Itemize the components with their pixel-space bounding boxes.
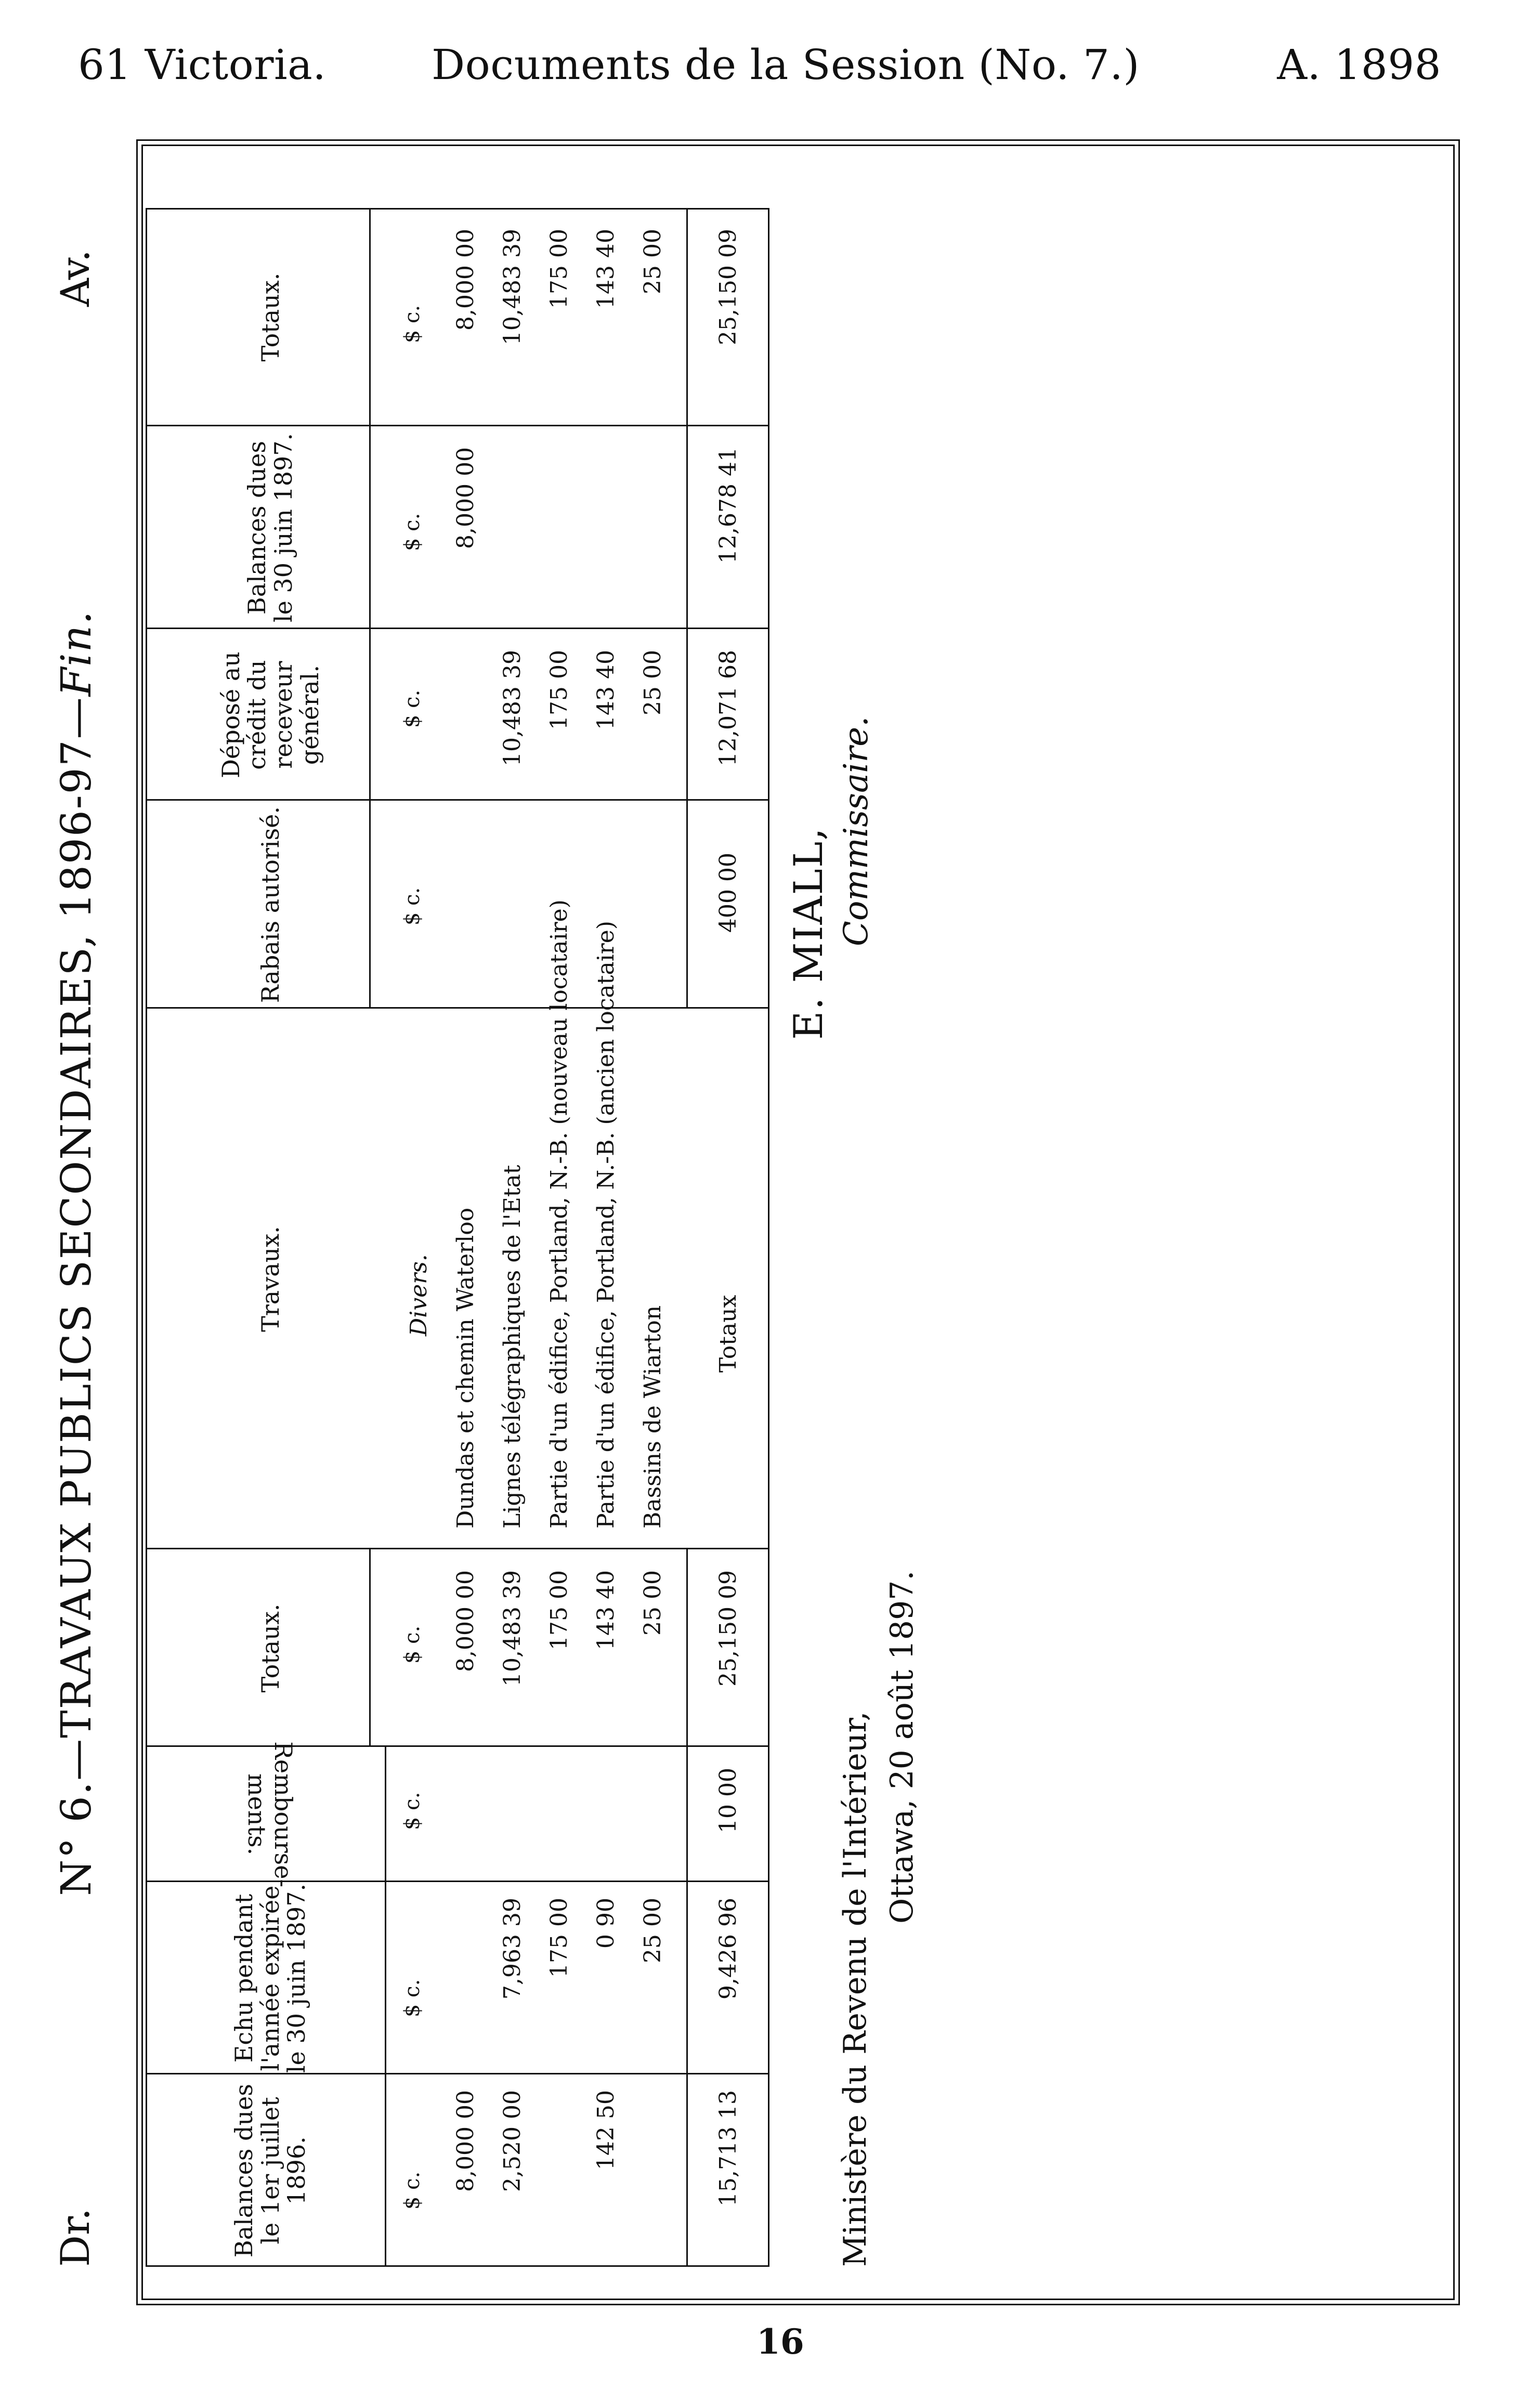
header-document-title: Documents de la Session (No. 7.) (432, 41, 1140, 89)
signature-name: E. MIALL, (785, 827, 831, 1040)
cell-echu: 25 00 (640, 1898, 666, 1963)
col-header-remboursements (161, 1741, 380, 1888)
accounts-table (146, 208, 769, 2267)
table-rule (146, 208, 147, 2267)
table-rule (686, 208, 688, 1009)
cell-depose: 10,483 39 (499, 650, 526, 766)
signature-title: Commissaire. (837, 716, 876, 946)
cell-balances-1896: 8,000 00 (452, 2090, 479, 2192)
table-title-fin: Fin. (52, 610, 100, 697)
cell-balances-1896: 142 50 (593, 2090, 619, 2170)
cell-travaux: Lignes télégraphiques de l'Etat (499, 1165, 526, 1529)
total-totaux-dr: 25,150 09 (715, 1570, 741, 1687)
col-header-totaux-av: Totaux. (256, 272, 284, 362)
col-header-echu: Echu pendant l'année expirée le 30 juin 1897. (230, 1883, 311, 2073)
cell-balances-1896: 2,520 00 (499, 2090, 526, 2192)
total-depose: 12,071 68 (715, 650, 741, 766)
col-header-totaux-dr: Totaux. (256, 1603, 284, 1693)
cell-depose: 143 40 (593, 650, 619, 730)
cell-totaux-dr: 175 00 (546, 1570, 572, 1650)
col-header-rabais: Rabais autorisé. (256, 806, 284, 1003)
cell-totaux-av: 175 00 (546, 229, 572, 309)
col-header-remboursements-text: Rembourse-ments. (243, 1741, 298, 1888)
total-balances-1896: 15,713 13 (715, 2090, 741, 2207)
ministry-line: Ministère du Revenu de l'Intérieur, (837, 1711, 873, 2267)
date-line: Ottawa, 20 août 1897. (884, 1570, 920, 1924)
rotated-content (52, 208, 1456, 2267)
cell-travaux: Partie d'un édifice, Portland, N.-B. (nouveau locataire) (546, 899, 572, 1529)
cell-echu: 0 90 (593, 1898, 619, 1949)
unit-label: $ c. (400, 1979, 424, 2017)
table-rule (768, 208, 769, 2267)
cell-totaux-av: 10,483 39 (499, 229, 526, 345)
debit-marker: Dr. (52, 2208, 98, 2267)
unit-label: $ c. (400, 2171, 424, 2210)
total-rabais: 400 00 (715, 853, 741, 933)
totals-label: Totaux (715, 1295, 741, 1373)
cell-echu: 175 00 (546, 1898, 572, 1978)
cell-totaux-av: 8,000 00 (452, 229, 479, 331)
header-session-year: 61 Victoria. (78, 41, 327, 89)
cell-travaux: Dundas et chemin Waterloo (452, 1207, 479, 1529)
unit-label: $ c. (400, 305, 424, 343)
table-title (52, 395, 100, 2111)
page-number: 16 (756, 2321, 804, 2362)
unit-label: $ c. (400, 689, 424, 728)
cell-totaux-av: 25 00 (640, 229, 666, 294)
credit-marker: Av. (52, 250, 98, 307)
col-header-balances-1896: Balances dues le 1er juillet 1896. (230, 2083, 311, 2258)
unit-label: $ c. (400, 513, 424, 551)
total-totaux-av: 25,150 09 (715, 229, 741, 345)
total-echu: 9,426 96 (715, 1898, 741, 2000)
cell-depose: 25 00 (640, 650, 666, 715)
total-balances-1897: 12,678 41 (715, 447, 741, 564)
table-rule (686, 1549, 688, 2267)
total-remboursements: 10 00 (715, 1768, 741, 1833)
cell-totaux-dr: 143 40 (593, 1570, 619, 1650)
cell-travaux: Bassins de Wiarton (640, 1305, 666, 1529)
header-year: A. 1898 (1277, 41, 1441, 89)
table-title-main: N° 6.—TRAVAUX PUBLICS SECONDAIRES, 1896-97— (52, 696, 100, 1896)
cell-balances-1897: 8,000 00 (452, 447, 479, 549)
cell-totaux-dr: 25 00 (640, 1570, 666, 1636)
col-header-travaux: Travaux. (256, 1226, 284, 1332)
section-label: Divers. (406, 1254, 432, 1336)
table-rule (385, 1747, 386, 2267)
cell-echu: 7,963 39 (499, 1898, 526, 2000)
cell-totaux-dr: 10,483 39 (499, 1570, 526, 1687)
unit-label: $ c. (400, 1792, 424, 1830)
cell-totaux-dr: 8,000 00 (452, 1570, 479, 1672)
col-header-balances-1897: Balances dues le 30 juin 1897. (243, 433, 297, 623)
cell-travaux: Partie d'un édifice, Portland, N.-B. (ancien locataire) (593, 920, 619, 1529)
unit-label: $ c. (400, 1625, 424, 1664)
cell-totaux-av: 143 40 (593, 229, 619, 309)
unit-label: $ c. (400, 887, 424, 925)
col-header-depose: Déposé au crédit du receveur général. (216, 651, 324, 778)
cell-depose: 175 00 (546, 650, 572, 730)
